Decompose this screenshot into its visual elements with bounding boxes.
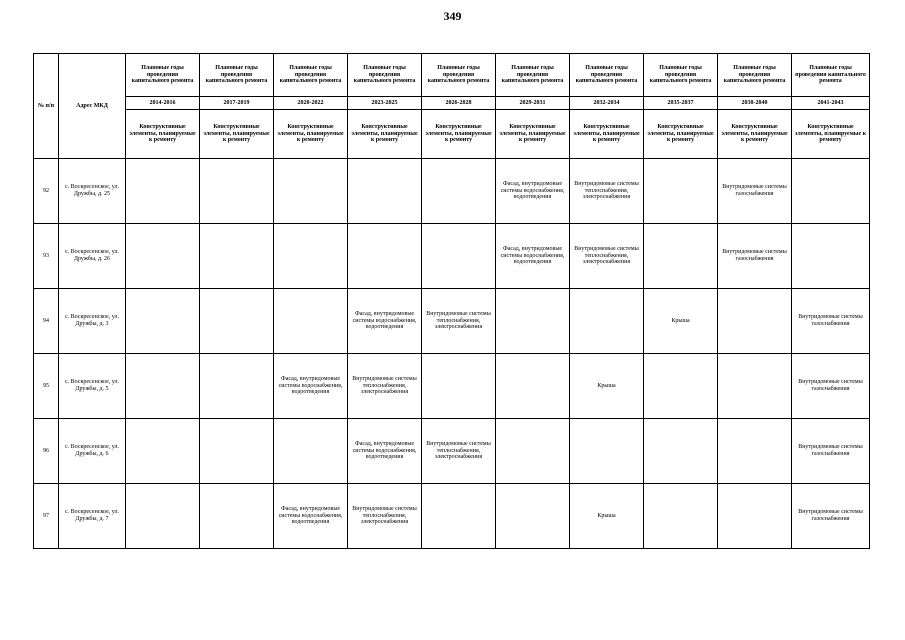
row-address: с. Воскресенское, ул. Дружбы, д. 26 [59,224,126,289]
header-row-years [34,97,870,110]
row-cell [200,484,274,549]
header-period-elements: Конструктивные элементы, планируемые к ремонту [200,110,274,159]
row-cell [570,289,644,354]
row-cell [718,354,792,419]
header-period-elements: Конструктивные элементы, планируемые к ремонту [792,110,870,159]
header-period-elements: Конструктивные элементы, планируемые к ремонту [718,110,792,159]
row-cell [792,224,870,289]
row-cell: Внутридомовые системы теплоснабжения, электроснабжения [570,159,644,224]
header-period-title: Плановые годы проведения капитального ремонта [792,54,870,97]
row-cell [422,224,496,289]
row-cell [496,419,570,484]
header-period-years: 2032-2034 [570,97,644,110]
row-cell: Фасад, внутридомовые системы водоснабжения, водоотведения [496,159,570,224]
row-cell: Крыша [570,484,644,549]
row-address: с. Воскресенское, ул. Дружбы, д. 6 [59,419,126,484]
table-row [34,159,870,224]
row-cell [718,289,792,354]
header-period-title: Плановые годы проведения капитального ремонта [126,54,200,97]
row-cell [718,484,792,549]
row-cell: Фасад, внутридомовые системы водоснабжения, водоотведения [274,484,348,549]
row-cell [126,224,200,289]
row-cell: Внутридомовые системы теплоснабжения, электроснабжения [422,289,496,354]
header-period-elements: Конструктивные элементы, планируемые к ремонту [644,110,718,159]
header-period-years: 2023-2025 [348,97,422,110]
row-cell: Фасад, внутридомовые системы водоснабжения, водоотведения [496,224,570,289]
row-cell: Внутридомовые системы теплоснабжения, электроснабжения [348,354,422,419]
row-cell [422,354,496,419]
row-cell: Внутридомовые системы газоснабжения [792,484,870,549]
row-cell [126,419,200,484]
header-period-years: 2014-2016 [126,97,200,110]
table-row [34,224,870,289]
row-cell: Внутридомовые системы газоснабжения [792,419,870,484]
row-number: 93 [34,224,59,289]
row-number: 92 [34,159,59,224]
row-number: 94 [34,289,59,354]
table-row [34,289,870,354]
header-period-elements: Конструктивные элементы, планируемые к ремонту [422,110,496,159]
page-number: 349 [443,9,462,23]
row-cell: Фасад, внутридомовые системы водоснабжения, водоотведения [274,354,348,419]
row-cell [126,289,200,354]
header-period-title: Плановые годы проведения капитального ремонта [644,54,718,97]
row-cell [792,159,870,224]
row-cell: Крыша [644,289,718,354]
row-cell [126,354,200,419]
header-period-title: Плановые годы проведения капитального ремонта [718,54,792,97]
row-cell [718,419,792,484]
row-cell [644,224,718,289]
row-address: с. Воскресенское, ул. Дружбы, д. 5 [59,354,126,419]
row-cell [644,159,718,224]
header-period-title: Плановые годы проведения капитального ремонта [200,54,274,97]
header-period-title: Плановые годы проведения капитального ремонта [570,54,644,97]
row-cell: Внутридомовые системы газоснабжения [792,354,870,419]
row-cell [200,224,274,289]
row-cell [644,354,718,419]
row-cell: Внутридомовые системы теплоснабжения, электроснабжения [348,484,422,549]
row-cell [348,224,422,289]
row-cell [274,419,348,484]
row-cell [570,419,644,484]
row-cell: Внутридомовые системы газоснабжения [718,159,792,224]
header-period-elements: Конструктивные элементы, планируемые к ремонту [126,110,200,159]
row-cell [126,159,200,224]
row-cell [422,484,496,549]
header-period-title: Плановые годы проведения капитального ремонта [274,54,348,97]
row-cell [200,289,274,354]
header-period-years: 2041-2043 [792,97,870,110]
header-period-title: Плановые годы проведения капитального ремонта [496,54,570,97]
row-cell: Внутридомовые системы газоснабжения [792,289,870,354]
header-row-titles [34,54,870,97]
row-cell: Внутридомовые системы теплоснабжения, электроснабжения [570,224,644,289]
row-cell [496,354,570,419]
header-period-elements: Конструктивные элементы, планируемые к ремонту [570,110,644,159]
header-period-elements: Конструктивные элементы, планируемые к ремонту [274,110,348,159]
row-cell [274,159,348,224]
row-cell [274,224,348,289]
header-row-elements [34,110,870,159]
header-period-elements: Конструктивные элементы, планируемые к ремонту [348,110,422,159]
header-period-years: 2017-2019 [200,97,274,110]
header-num: № п/п [34,54,59,159]
row-cell [644,419,718,484]
header-period-years: 2020-2022 [274,97,348,110]
row-address: с. Воскресенское, ул. Дружбы, д. 7 [59,484,126,549]
row-cell [422,159,496,224]
header-period-title: Плановые годы проведения капитального ремонта [348,54,422,97]
header-period-years: 2026-2028 [422,97,496,110]
row-cell [496,484,570,549]
row-cell [496,289,570,354]
row-cell: Фасад, внутридомовые системы водоснабжения, водоотведения [348,289,422,354]
header-period-years: 2038-2040 [718,97,792,110]
header-period-years: 2029-2031 [496,97,570,110]
table-row [34,484,870,549]
row-number: 95 [34,354,59,419]
row-cell: Фасад, внутридомовые системы водоснабжения, водоотведения [348,419,422,484]
row-cell [200,354,274,419]
row-number: 97 [34,484,59,549]
row-cell [348,159,422,224]
row-cell: Крыша [570,354,644,419]
row-address: с. Воскресенское, ул. Дружбы, д. 25 [59,159,126,224]
row-cell [274,289,348,354]
row-cell [200,419,274,484]
capital-repair-plan-table [33,53,870,549]
row-cell: Внутридомовые системы газоснабжения [718,224,792,289]
row-cell [644,484,718,549]
header-period-elements: Конструктивные элементы, планируемые к ремонту [496,110,570,159]
table-row [34,354,870,419]
row-cell [200,159,274,224]
row-address: с. Воскресенское, ул. Дружбы, д. 3 [59,289,126,354]
header-address: Адрес МКД [59,54,126,159]
table-row [34,419,870,484]
row-cell [126,484,200,549]
row-number: 96 [34,419,59,484]
header-period-years: 2035-2037 [644,97,718,110]
row-cell: Внутридомовые системы теплоснабжения, электроснабжения [422,419,496,484]
header-period-title: Плановые годы проведения капитального ремонта [422,54,496,97]
